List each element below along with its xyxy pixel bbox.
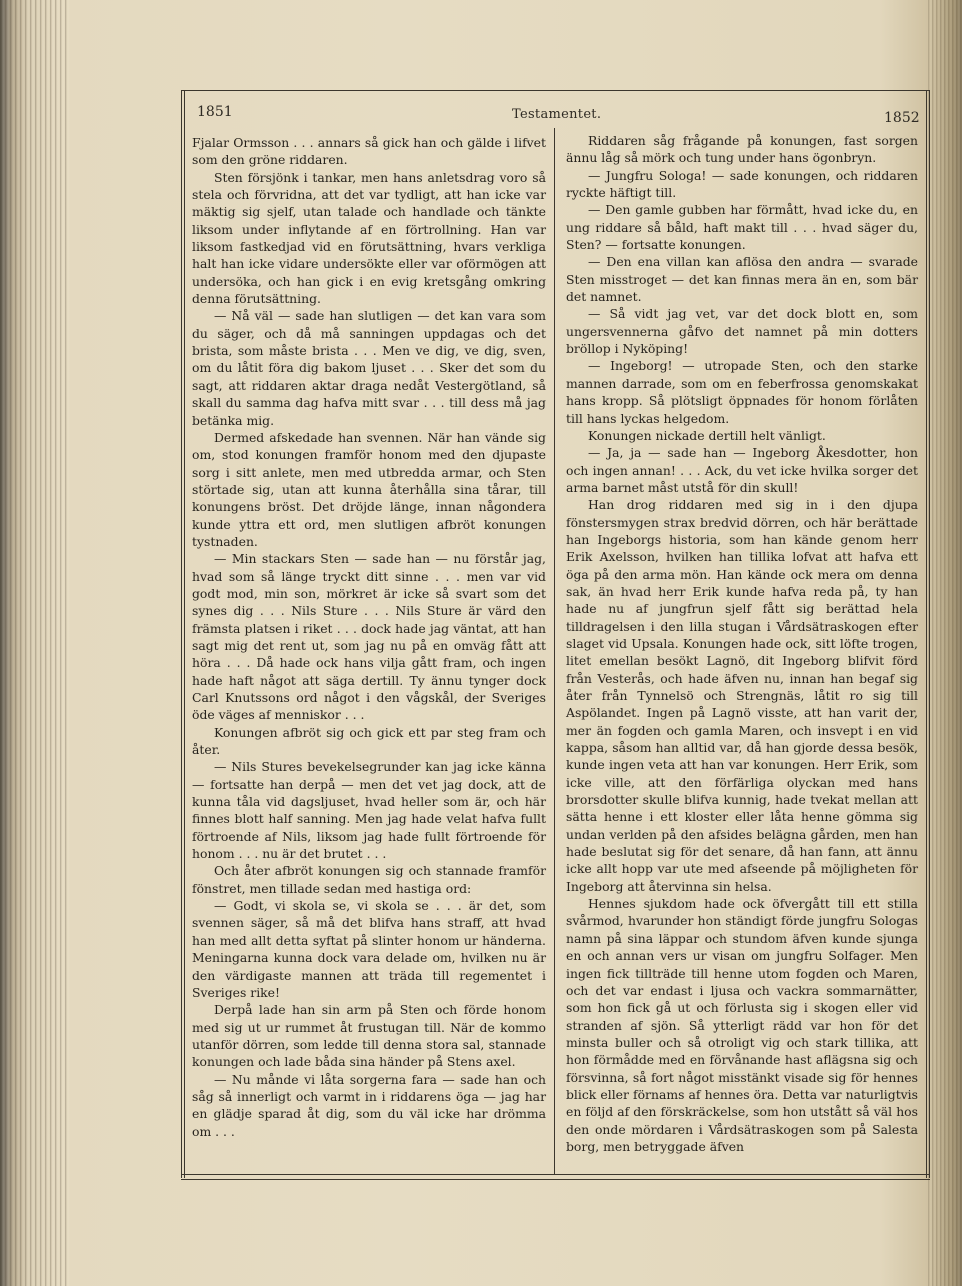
- frame-right-double-rule: [926, 90, 930, 1178]
- left-text-column: [192, 134, 546, 1140]
- paragraph: — Den ena villan kan aflösa den andra — svarade Sten misstroget — det kan finnas mera än en, som bär det namnet.: [566, 254, 918, 305]
- paragraph: Fjalar Ormsson . . . annars så gick han och gälde i lifvet som den gröne riddaren.: [192, 135, 546, 168]
- paragraph: — Nu månde vi låta sorgerna fara — sade han och såg så innerligt och varmt in i riddarens öga — jag har en glädje sparad åt dig, som du väl icke har drömma om . . .: [192, 1071, 546, 1139]
- paragraph: Han drog riddaren med sig in i den djupa fönstersmygen strax bredvid dörren, och här berättade han Ingeborgs historia, som han kände genom herr Erik Axelsson, hvilken han tillika lofvat att hafva ett öga på den arma mön. Han kände ock mera om denna sak, än hvad herr Erik kunde hafva reda på, ty han hade nu af jungfrun sjelf fått sig berättad hela tilldragelsen i den lilla stugan i Vårdsätraskogen efter slaget vid Upsala. Konungen hade ock, sitt löfte trogen, litet emellan besökt Lagnö, dit Ingeborg blifvit förd från Vesterås, och hade äfven nu, innan han begaf sig åter från Tynnelsö och Strengnäs, låtit ro sig till Aspölandet. Ingen på Lagnö visste, att han varit der, mer än fogden och gamla Maren, och insvept i en vid kappa, såsom han alltid var, då han gjorde dessa besök, kunde ingen veta att han var konungen. Herr Erik, som icke ville, att den förfärliga olyckan med hans brorsdotter skulle blifva kunnig, hade tvekat mellan att sätta henne i ett kloster eller låta henne gömma sig undan verlden på den afsides belägna gården, men han hade beslutat sig för det senare, då han fann, att ännu icke allt hopp var ute med afseende på möjligheten för Ingeborg att återvinna sin helsa.: [566, 497, 918, 894]
- paragraph: — Den gamle gubben har förmått, hvad icke du, en ung riddare så båld, haft makt till . . . hvad säger du, Sten? — fortsatte konungen.: [566, 202, 918, 253]
- page-edges-right: [928, 0, 962, 1286]
- paragraph: — Nils Stures bevekelsegrunder kan jag icke känna — fortsatte han derpå — men det vet jag dock, att de kunna tåla vid dagsljuset, hvad heller som är, och här finnes blott half sanning. Men jag hade velat hafva fullt förtroende af Nils, liksom jag hade fullt förtroende för honom . . . nu är det brutet . . .: [192, 759, 546, 862]
- paragraph: Konungen nickade dertill helt vänligt.: [588, 427, 826, 443]
- paragraph: Hennes sjukdom hade ock öfvergått till ett stilla svårmod, hvarunder hon ständigt förde jungfru Sologas namn på sina läppar och stundom äfven kunde sjunga en och annan vers ur visan om jungfru Solfager. Men ingen fick tillträde till henne utom fogden och Maren, och det var endast i ljusa och vackra sommarnätter, som hon fick gå ut och förlusta sig i skogen eller vid stranden af sjön. Så ytterligt rädd var hon för det minsta buller och så otroligt vig och stark tillika, att hon förmådde med en förvånande hast aflägsna sig och försvinna, så fort något misstänkt visade sig för hennes blick eller förnams af hennes öra. Detta var naturligtvis en följd af den förskräckelse, som hon utstått så väl hos den onde mördaren i Vårdsätraskogen som på Salesta borg, men betryggade äfven: [566, 896, 918, 1154]
- paragraph: Riddaren såg frågande på konungen, fast sorgen ännu låg så mörk och tung under hans ögonbryn.: [566, 133, 918, 166]
- paragraph: Konungen afbröt sig och gick ett par steg fram och åter.: [192, 724, 546, 758]
- paragraph: Sten försjönk i tankar, men hans anletsdrag voro så stela och förvridna, att det var tydligt, att han icke var mäktig sig sjelf, utan talade och handlade och tänkte liksom under inflytande af en förtrollning. Han var liksom fastkedjad vid en förutsättning, hvars verkliga halt han icke vidare undersökte eller var oförmögen att undersöka, och han gick i en evig kretsgång omkring denna förutsättning.: [192, 169, 546, 307]
- paragraph: — Godt, vi skola se, vi skola se . . . är det, som svennen säger, så må det blifva hans straff, att hvad han med allt detta syftat på slinter honom ur händerna. Meningarna kunna dock vara delade om, hvilken nu är den värdigaste mannen att träda till regementet i Sveriges rike!: [192, 898, 546, 1000]
- left-page-number: 1851: [197, 104, 233, 120]
- right-text-column: [566, 132, 918, 1155]
- paragraph: — Ingeborg! — utropade Sten, och den starke mannen darrade, som om en feberfrossa genomskakat hans kropp. Så plötsligt öppnades för honom förlåten till hans lyckas helgedom.: [566, 358, 918, 426]
- paragraph: Dermed afskedade han svennen. När han vände sig om, stod konungen framför honom med den djupaste sorg i sitt anlete, men med utbredda armar, och Sten störtade sig, utan att kunna återhålla sina tårar, till konungens bröst. Det dröjde länge, innan någondera kunde yttra ett ord, men slutligen afbröt konungen tystnaden.: [192, 429, 546, 549]
- page-edges-left: [0, 0, 70, 1286]
- running-title: Testamentet.: [512, 107, 602, 122]
- frame-left-double-rule: [181, 90, 185, 1178]
- paragraph: Derpå lade han sin arm på Sten och förde honom med sig ut ur rummet åt frustugan till. När de kommo utanför dörren, som ledde till denna stora sal, stannade konungen och lade båda sina händer på Stens axel.: [192, 1002, 546, 1070]
- paragraph: Och åter afbröt konungen sig och stannade framför fönstret, men tillade sedan med hastiga ord:: [192, 863, 546, 896]
- frame-bottom-rule: [181, 1174, 930, 1175]
- paragraph: — Nå väl — sade han slutligen — det kan vara som du säger, och då må sanningen uppdagas och det brista, som måste brista . . . Men ve dig, ve dig, sven, om du låtit föra dig bakom ljuset . . . Sker det som du sagt, att riddaren aktar draga nedåt Vestergötland, så skall du samma dag hafva mitt svar . . . till dess må jag betänka mig.: [192, 308, 546, 428]
- paragraph: — Jungfru Sologa! — sade konungen, och riddaren ryckte häftigt till.: [566, 167, 918, 201]
- paragraph: — Ja, ja — sade han — Ingeborg Åkesdotter, hon och ingen annan! . . . Ack, du vet icke hvilka sorger det arma barnet måst utstå för din skull!: [566, 445, 918, 495]
- right-page-number: 1852: [884, 110, 920, 126]
- column-divider: [554, 128, 555, 1174]
- paragraph: — Så vidt jag vet, var det dock blott en, som ungersvennerna gåfvo det namnet på min dotters bröllop i Nyköping!: [566, 306, 918, 357]
- paragraph: — Min stackars Sten — sade han — nu förstår jag, hvad som så länge tryckt ditt sinne . . . men var vid godt mod, min son, mörkret är icke så svart som det synes dig . . . Nils Sture . . . Nils Sture är värd den främsta platsen i riket . . . dock hade jag väntat, att han sagt mig det rent ut, som jag nu på en omväg fått att höra . . . Då hade ock hans vilja gått fram, och ingen hade haft något att säga dertill. Ty ännu tynger dock Carl Knutssons ord något i den vågskål, der Sveriges öde väges af menniskor . . .: [192, 551, 546, 723]
